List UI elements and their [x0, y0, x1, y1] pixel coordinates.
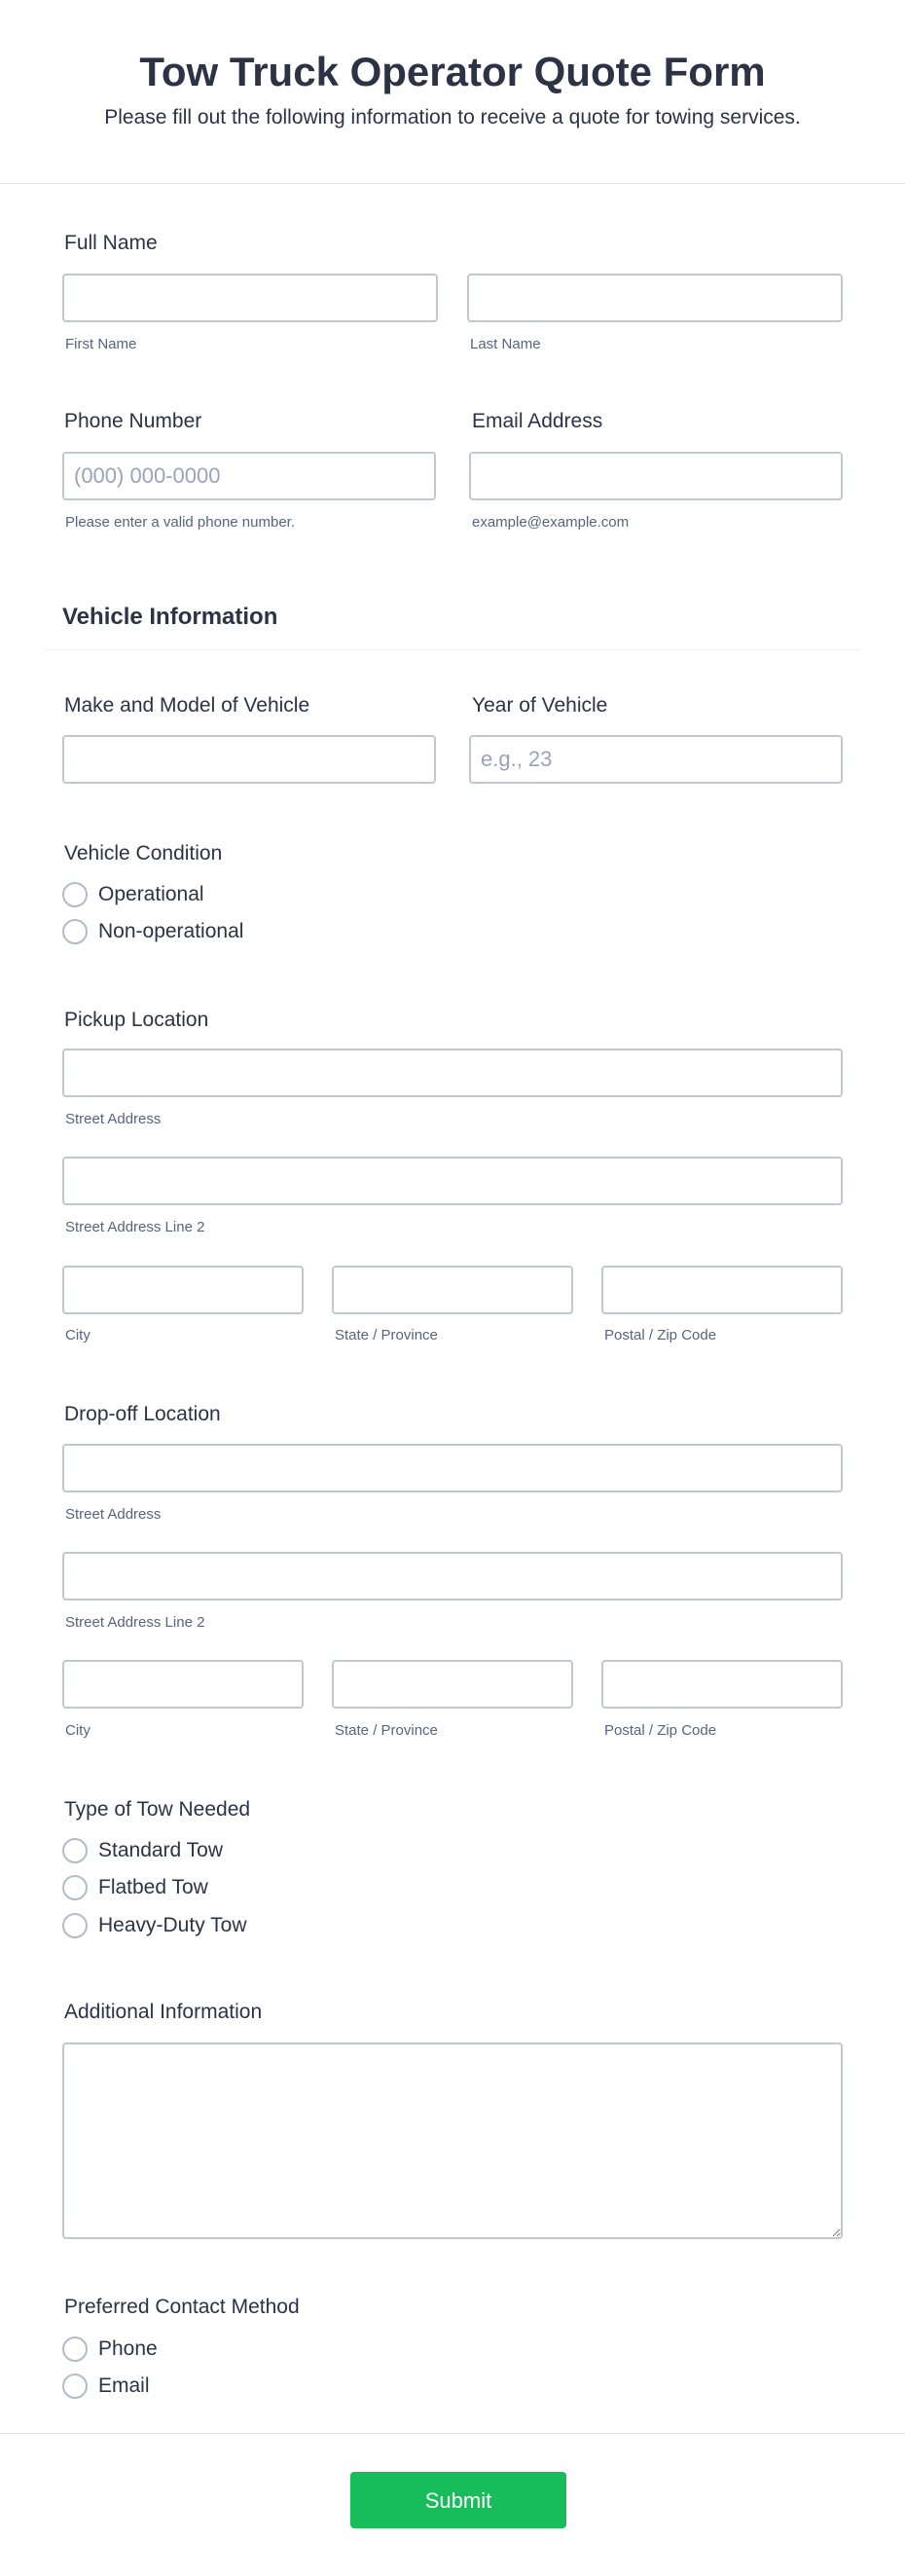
dropoff-street-sublabel: Street Address [65, 1506, 162, 1523]
dropoff-state-input[interactable] [332, 1660, 573, 1709]
pickup-city-sublabel: City [65, 1327, 90, 1343]
pickup-city-input[interactable] [62, 1266, 304, 1314]
dropoff-street2-sublabel: Street Address Line 2 [65, 1614, 205, 1631]
phone-sublabel: Please enter a valid phone number. [65, 514, 295, 531]
radio-label: Heavy-Duty Tow [98, 1914, 247, 1936]
full-name-label: Full Name [64, 232, 158, 254]
pickup-street2-input[interactable] [62, 1157, 843, 1205]
year-input[interactable]: e.g., 23 [469, 735, 843, 784]
pickup-zip-sublabel: Postal / Zip Code [604, 1327, 717, 1343]
make-model-input[interactable] [62, 735, 436, 784]
radio-circle[interactable] [62, 1875, 88, 1900]
year-label: Year of Vehicle [472, 694, 608, 717]
vehicle-condition-label: Vehicle Condition [64, 842, 223, 865]
last-name-sublabel: Last Name [470, 336, 541, 352]
radio-circle[interactable] [62, 1913, 88, 1938]
make-model-label: Make and Model of Vehicle [64, 694, 310, 717]
first-name-input[interactable] [62, 274, 438, 322]
tow-type-label: Type of Tow Needed [64, 1798, 251, 1821]
email-input[interactable] [469, 452, 843, 500]
radio-label: Non-operational [98, 920, 244, 942]
radio-label: Flatbed Tow [98, 1876, 208, 1898]
last-name-input[interactable] [467, 274, 843, 322]
dropoff-zip-sublabel: Postal / Zip Code [604, 1722, 717, 1739]
submit-button[interactable]: Submit [350, 2472, 566, 2528]
pickup-street-sublabel: Street Address [65, 1111, 162, 1127]
radio-circle[interactable] [62, 1838, 88, 1863]
pickup-zip-input[interactable] [601, 1266, 843, 1314]
phone-input[interactable]: (000) 000-0000 [62, 452, 436, 500]
dropoff-zip-input[interactable] [601, 1660, 843, 1709]
first-name-sublabel: First Name [65, 336, 137, 352]
pickup-state-input[interactable] [332, 1266, 573, 1314]
additional-info-textarea[interactable] [62, 2042, 843, 2239]
pickup-street-input[interactable] [62, 1049, 843, 1097]
radio-circle[interactable] [62, 882, 88, 907]
section-divider [45, 649, 860, 650]
radio-label: Operational [98, 883, 204, 905]
additional-info-label: Additional Information [64, 2001, 263, 2023]
phone-label: Phone Number [64, 410, 202, 432]
radio-label: Email [98, 2374, 150, 2397]
email-sublabel: example@example.com [472, 514, 630, 531]
dropoff-city-sublabel: City [65, 1722, 90, 1739]
form-header [0, 0, 905, 184]
radio-label: Standard Tow [98, 1839, 224, 1861]
dropoff-city-input[interactable] [62, 1660, 304, 1709]
radio-circle[interactable] [62, 2374, 88, 2399]
dropoff-street-input[interactable] [62, 1444, 843, 1492]
dropoff-label: Drop-off Location [64, 1403, 221, 1425]
form-title: Tow Truck Operator Quote Form [139, 49, 766, 94]
vehicle-section-title: Vehicle Information [62, 604, 278, 630]
dropoff-street2-input[interactable] [62, 1552, 843, 1601]
radio-circle[interactable] [62, 2337, 88, 2362]
form-subtitle: Please fill out the following information to receive a quote for towing services. [104, 106, 801, 129]
pickup-state-sublabel: State / Province [335, 1327, 438, 1343]
radio-label: Phone [98, 2337, 158, 2360]
radio-circle[interactable] [62, 919, 88, 944]
contact-method-label: Preferred Contact Method [64, 2296, 300, 2318]
pickup-label: Pickup Location [64, 1009, 209, 1031]
pickup-street2-sublabel: Street Address Line 2 [65, 1219, 205, 1235]
dropoff-state-sublabel: State / Province [335, 1722, 438, 1739]
email-label: Email Address [472, 410, 603, 432]
